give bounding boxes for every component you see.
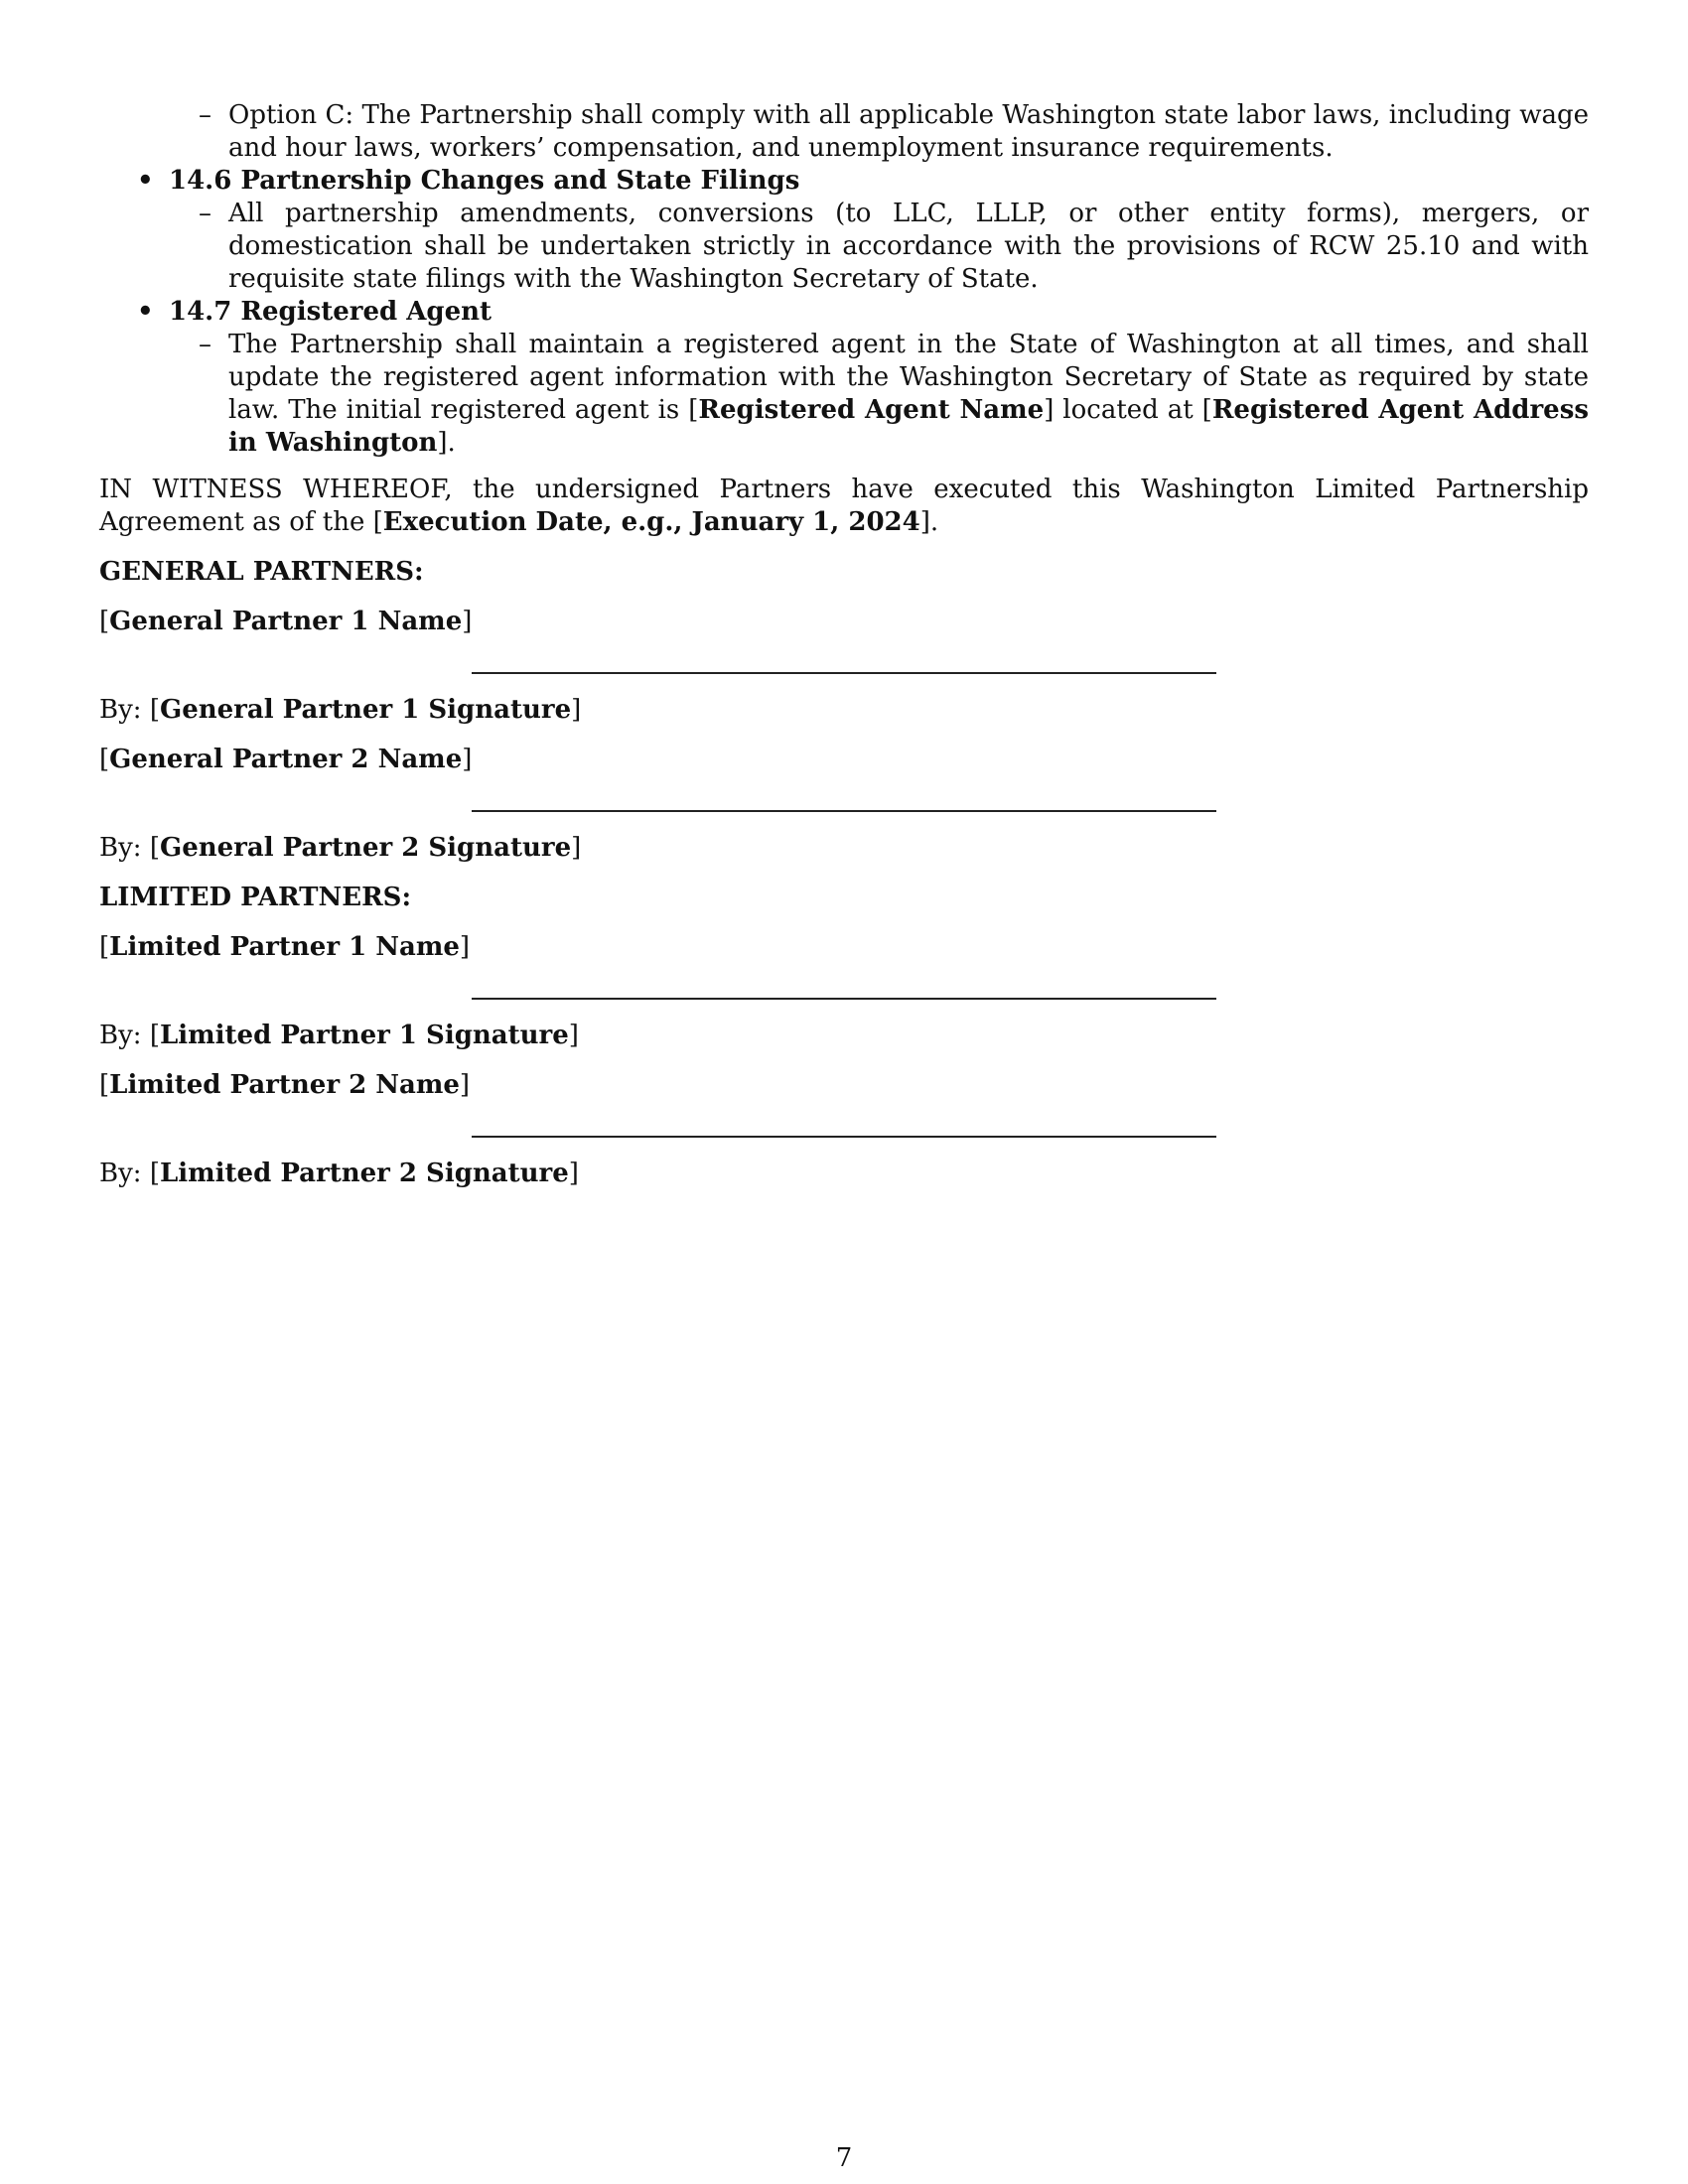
witness-text-part1: IN WITNESS WHEREOF, the undersigned Partners have executed this Washington Limited Partnership Agreement as of the [ [99,475,1589,537]
limited-partner-2-by: By: [Limited Partner 2 Signature] [99,1159,579,1188]
general-partner-1-name-text: General Partner 1 Name [109,607,463,636]
general-partner-2-signature-line[interactable] [472,810,1216,812]
by-label: By: [99,1021,142,1050]
section-14-6-heading [99,165,1589,198]
section-14-7-item [99,329,1589,460]
bullet-marker: • [137,297,154,327]
limited-partners-heading: LIMITED PARTNERS: [99,883,412,912]
by-label: By: [99,695,142,725]
general-partner-2-name: [General Partner 2 Name] [99,745,473,774]
section-14-6-text: All partnership amendments, conversions (to LLC, LLLP, or other entity forms), mergers, or domestication shall be undertaken strictly in accordance with the provisions of RCW 25.10 and with requisite state filings with the Washington Secretary of State. [228,199,1589,294]
general-partner-1-signature-text: General Partner 1 Signature [159,695,572,725]
section-14-7-text-part3: ]. [437,428,456,458]
general-partner-1-by: By: [General Partner 1 Signature] [99,695,582,725]
limited-partner-1-signature-line[interactable] [472,998,1216,1000]
dash-marker: – [199,330,211,359]
option-c-text: Option C: The Partnership shall comply with all applicable Washington state labor laws, including wage and hour laws, workers’ compensation, and unemployment insurance requirements. [228,100,1589,163]
witness-text-part2: ]. [919,507,939,537]
limited-partner-2-name: [Limited Partner 2 Name] [99,1070,471,1100]
limited-partner-2-signature-line[interactable] [472,1136,1216,1138]
section-14-6-title: 14.6 Partnership Changes and State Filings [169,166,800,196]
section-14-7-title: 14.7 Registered Agent [169,297,492,327]
by-label: By: [99,1159,142,1188]
section-14-7-text-part2: ] located at [ [1044,395,1212,425]
general-partner-1-signature-line[interactable] [472,672,1216,674]
document-page [99,99,1589,1190]
bullet-marker: • [137,166,154,196]
witness-paragraph [99,474,1589,539]
page-number: 7 [835,2143,853,2173]
option-c-item [99,99,1589,165]
section-14-6-item [99,198,1589,296]
limited-partner-1-by: By: [Limited Partner 1 Signature] [99,1021,579,1050]
section-14-7-heading [99,296,1589,329]
general-partner-1-name: [General Partner 1 Name] [99,607,473,636]
general-partner-2-name-text: General Partner 2 Name [109,745,463,774]
registered-agent-address: Registered Agent Address in Washington [228,395,1589,458]
limited-partner-1-name-text: Limited Partner 1 Name [109,932,460,962]
limited-partner-1-name: [Limited Partner 1 Name] [99,932,471,962]
general-partner-2-by: By: [General Partner 2 Signature] [99,833,582,863]
dash-marker: – [199,100,211,130]
general-partners-heading: GENERAL PARTNERS: [99,557,424,587]
limited-partner-2-name-text: Limited Partner 2 Name [109,1070,460,1100]
limited-partner-2-signature-text: Limited Partner 2 Signature [159,1159,569,1188]
execution-date: Execution Date, e.g., January 1, 2024 [382,507,920,537]
limited-partner-1-signature-text: Limited Partner 1 Signature [159,1021,569,1050]
by-label: By: [99,833,142,863]
section-14-7-text-part1: The Partnership shall maintain a registered agent in the State of Washington at all times, and shall update the registered agent information with the Washington Secretary of State as required by state law. The initial registered agent is [ [228,330,1589,425]
general-partner-2-signature-text: General Partner 2 Signature [159,833,572,863]
dash-marker: – [199,199,211,228]
registered-agent-name: Registered Agent Name [698,395,1045,425]
